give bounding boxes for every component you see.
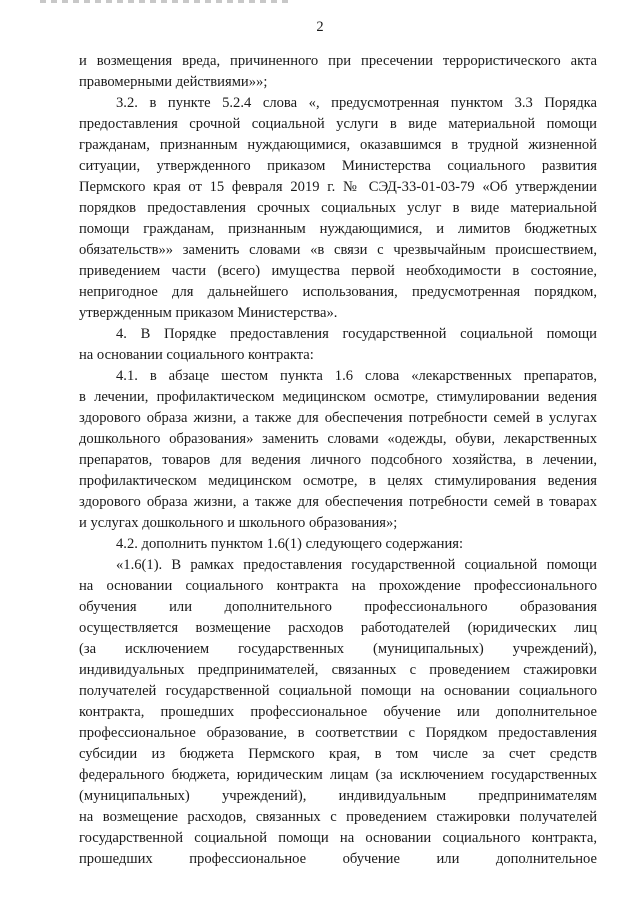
text-line: ситуации, утвержденного приказом Министерства социального развития <box>79 158 597 174</box>
text-line: предоставления срочной социальной услуги в виде материальной помощи <box>79 116 597 132</box>
text-line: Пермского края от 15 февраля 2019 г. № СЭД-33-01-03-79 «Об утверждении <box>79 179 597 195</box>
text-line: получателей государственной социальной помощи на основании социального <box>79 683 597 699</box>
text-line: 4.1. в абзаце шестом пункта 1.6 слова «лекарственных препаратов, <box>116 368 597 384</box>
text-line: субсидии из бюджета Пермского края, в том числе за счет средств <box>79 746 597 762</box>
text-line: на основании социального контракта на прохождение профессионального <box>79 578 597 594</box>
text-line: контракта, прошедших профессиональное обучение или дополнительное <box>79 704 597 720</box>
text-line: 3.2. в пункте 5.2.4 слова «, предусмотренная пунктом 3.3 Порядка <box>116 95 597 111</box>
text-line: правомерными действиями»»; <box>79 74 268 90</box>
text-line: осуществляется возмещение расходов работодателей (юридических лиц <box>79 620 597 636</box>
text-line: помощи гражданам, признанным нуждающимися, и лимитов бюджетных <box>79 221 597 237</box>
scan-top-edge <box>40 0 290 3</box>
text-line: непригодное для дальнейшего использования, предусмотренная порядком, <box>79 284 597 300</box>
document-body <box>79 51 597 870</box>
text-line: (за исключением государственных (муниципальных) учреждений), <box>79 641 597 657</box>
text-line: 4.2. дополнить пунктом 1.6(1) следующего содержания: <box>116 536 464 552</box>
text-line: и услугах дошкольного и школьного образования»; <box>79 515 398 531</box>
text-line: утвержденным приказом Министерства». <box>79 305 338 321</box>
text-line: профессиональное образование, в соответствии с Порядком предоставления <box>79 725 597 741</box>
text-line: прошедших профессиональное обучение или дополнительное <box>79 851 597 867</box>
text-line: федерального бюджета, юридическим лицам (за исключением государственных <box>79 767 597 783</box>
text-line: приведением части (всего) имущества первой необходимости в состояние, <box>79 263 597 279</box>
text-line: в лечении, профилактическом медицинском осмотре, стимулировании ведения <box>79 389 597 405</box>
text-line: «1.6(1). В рамках предоставления государственной социальной помощи <box>116 557 597 573</box>
text-line: порядков предоставления срочных социальных услуг в виде материальной <box>79 200 597 216</box>
text-line: государственной социальной помощи на основании социального контракта, <box>79 830 597 846</box>
text-line: на основании социального контракта: <box>79 347 314 363</box>
text-line: гражданам, признанным нуждающимися, оказавшимся в трудной жизненной <box>79 137 597 153</box>
text-line: обучения или дополнительного профессионального образования <box>79 599 597 615</box>
text-line: здорового образа жизни, а также для обеспечения потребности семей в услугах <box>79 410 597 426</box>
text-line: профилактическом медицинском осмотре, в целях стимулирования ведения <box>79 473 597 489</box>
page-number: 2 <box>316 19 324 35</box>
text-line: обязательств»» заменить словами «в связи с чрезвычайным происшествием, <box>79 242 597 258</box>
text-line: препаратов, товаров для ведения личного подсобного хозяйства, в лечении, <box>79 452 597 468</box>
text-line: здорового образа жизни, а также для обеспечения потребности семей в товарах <box>79 494 597 510</box>
text-line: и возмещения вреда, причиненного при пресечении террористического акта <box>79 53 597 69</box>
text-line: индивидуальных предпринимателей, связанных с проведением стажировки <box>79 662 597 678</box>
text-line: 4. В Порядке предоставления государственной социальной помощи <box>116 326 597 342</box>
text-line: дошкольного образования» заменить словами «одежды, обуви, лекарственных <box>79 431 597 447</box>
text-line: на возмещение расходов, связанных с проведением стажировки получателей <box>79 809 597 825</box>
text-line: (муниципальных) учреждений), индивидуальным предпринимателям <box>79 788 597 804</box>
